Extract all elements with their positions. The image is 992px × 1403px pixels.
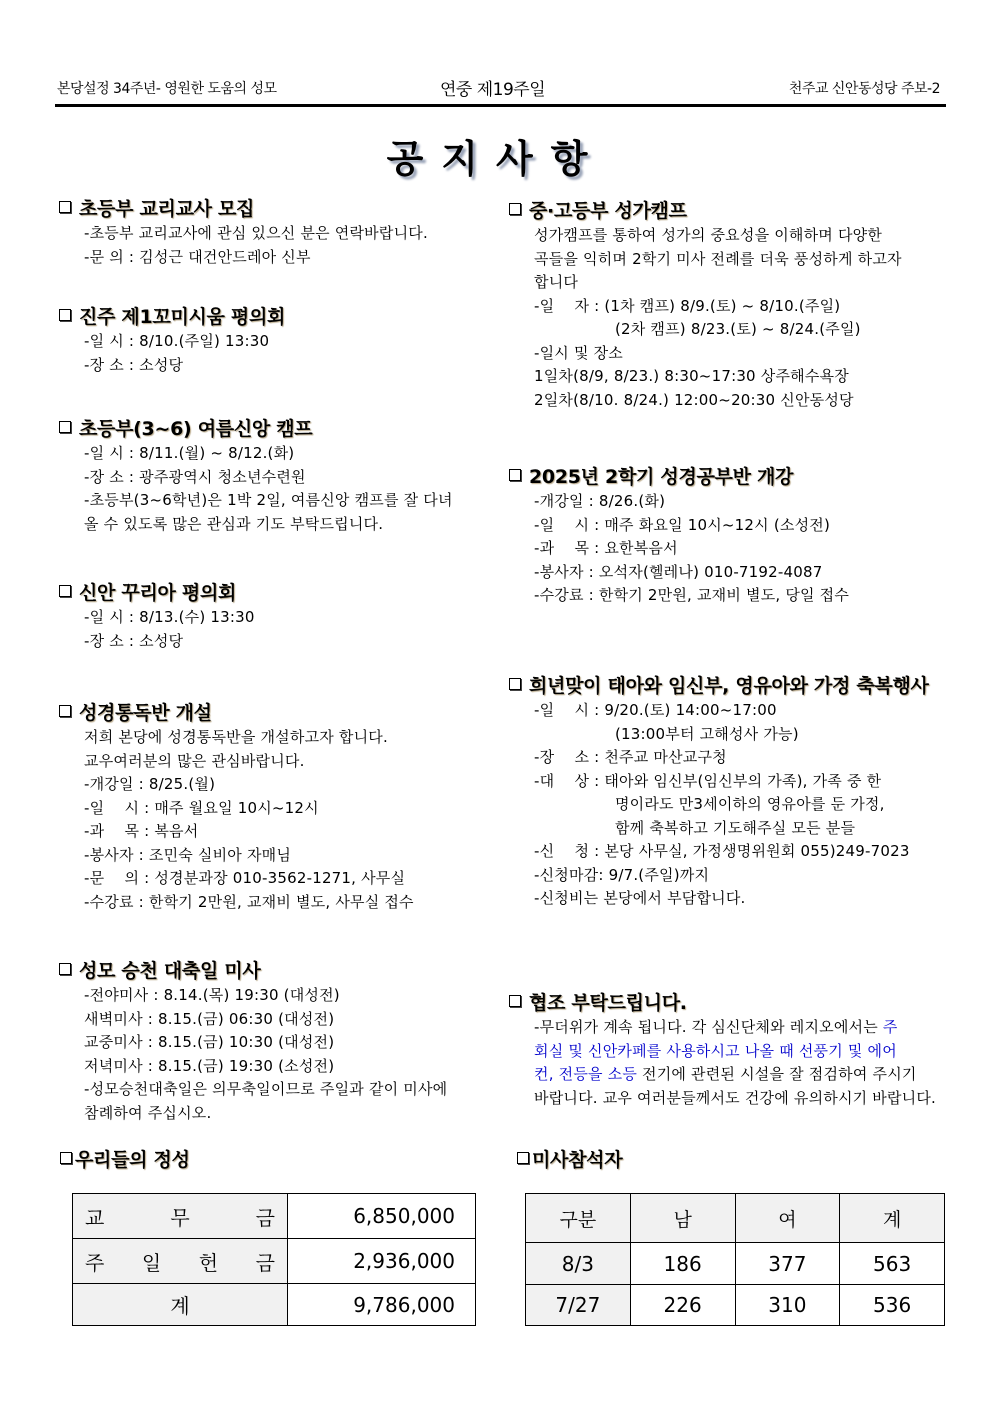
column-header: 계	[840, 1194, 945, 1243]
notice-section	[56, 304, 285, 377]
notice-line: 저녁미사 : 8.15.(금) 19:30 (소성전)	[84, 1056, 335, 1075]
notice-line: -초등부(3~6학년)은 1박 2일, 여름신앙 캠프를 잘 다녀	[84, 491, 453, 509]
text: 전기에 관련된 시설을 잘 점검하여 주시기	[637, 1065, 917, 1083]
attendance-table	[525, 1193, 945, 1326]
notice-line: -장 소 : 소성당	[84, 355, 184, 374]
notice-line: 곡들을 익히며 2학기 미사 전례를 더욱 풍성하게 하고자	[534, 249, 902, 268]
section-heading: 신안 꾸리아 평의회	[79, 582, 237, 604]
notice-line: 새벽미사 : 8.15.(금) 06:30 (대성전)	[84, 1009, 335, 1028]
notice-line: -성모승천대축일은 의무축일이므로 주일과 같이 미사에	[84, 1080, 448, 1098]
notice-line: -초등부 교리교사에 관심 있으신 분은 연락바랍니다.	[84, 224, 428, 242]
count-cell: 563	[840, 1243, 945, 1285]
notice-line: -일 시 : 매주 화요일 10시~12시 (소성전)	[534, 515, 831, 534]
notice-section	[506, 673, 929, 911]
notice-section	[506, 198, 902, 412]
section-heading: 협조 부탁드립니다.	[529, 992, 687, 1014]
offerings-table	[72, 1193, 476, 1326]
notice-line: -신청마감: 9/7.(주일)까지	[534, 865, 710, 884]
header-bulletin-name: 천주교 신안동성당 주보-2	[788, 81, 940, 97]
checkbox-bullet-icon	[509, 678, 521, 690]
section-heading: 성모 승천 대축일 미사	[79, 960, 261, 982]
notice-line: 교중미사 : 8.15.(금) 10:30 (대성전)	[84, 1033, 335, 1051]
offering-amount: 6,850,000	[288, 1194, 476, 1239]
count-cell: 310	[735, 1285, 840, 1326]
notice-section	[56, 700, 414, 914]
notice-line: 올 수 있도록 많은 관심과 기도 부탁드립니다.	[84, 514, 384, 533]
date-cell: 7/27	[526, 1285, 631, 1326]
checkbox-bullet-icon	[59, 201, 71, 213]
notice-line	[506, 1087, 936, 1111]
section-heading: 희년맞이 태아와 임신부, 영유아와 가정 축복행사	[529, 675, 929, 697]
table-header-row	[526, 1194, 945, 1243]
offerings-section	[60, 1147, 190, 1173]
notice-section	[506, 464, 849, 608]
notice-line: 저희 본당에 성경통독반을 개설하고자 합니다.	[84, 728, 388, 746]
notice-line: 함께 축복하고 기도해주실 모든 분들	[534, 818, 856, 837]
offering-amount: 9,786,000	[288, 1284, 476, 1326]
notice-line: -일 시 : 9/20.(토) 14:00~17:00	[534, 701, 777, 719]
checkbox-bullet-icon	[517, 1152, 529, 1164]
notice-line: -장 소 : 천주교 마산교구청	[534, 748, 727, 766]
section-heading-row	[56, 196, 428, 222]
notice-line	[506, 1040, 936, 1064]
section-heading-row	[56, 958, 447, 984]
header-liturgical-week: 연중 제19주일	[440, 80, 546, 100]
notice-line: -일 자 : (1차 캠프) 8/9.(토) ~ 8/10.(주일)	[534, 296, 841, 315]
table-row	[73, 1239, 476, 1284]
notice-line: 1일차(8/9, 8/23.) 8:30~17:30 상주해수욕장	[534, 367, 849, 385]
notice-line: -대 상 : 태아와 임신부(임신부의 가족), 가족 중 한	[534, 771, 882, 790]
notice-line	[506, 1063, 936, 1087]
notice-section	[56, 958, 447, 1125]
section-heading: 중·고등부 성가캠프	[529, 200, 687, 222]
table-row	[526, 1243, 945, 1285]
highlighted-text: 컨, 전등을 소등	[534, 1065, 638, 1083]
notice-line: 2일차(8/10. 8/24.) 12:00~20:30 신안동성당	[534, 390, 854, 409]
highlighted-text: 주	[882, 1018, 898, 1036]
section-heading: 초등부 교리교사 모집	[79, 198, 255, 220]
notice-line: -일 시 : 매주 월요일 10시~12시	[84, 798, 319, 817]
notice-line: -일 시 : 8/10.(주일) 13:30	[84, 332, 270, 350]
notice-section	[56, 416, 453, 536]
table-row	[73, 1194, 476, 1239]
checkbox-bullet-icon	[59, 963, 71, 975]
notice-line: -수강료 : 한학기 2만원, 교재비 별도, 당일 접수	[534, 586, 850, 604]
notice-section	[506, 990, 936, 1110]
column-header: 여	[735, 1194, 840, 1243]
notice-line: -일 시 : 8/13.(수) 13:30	[84, 608, 255, 626]
attendance-section	[517, 1147, 622, 1173]
section-heading: 미사참석자	[532, 1149, 623, 1171]
text: -무더위가 계속 됩니다. 각 심신단체와 레지오에서는	[534, 1018, 883, 1036]
page-title: 공지사항	[386, 137, 606, 181]
notice-line: -신 청 : 본당 사무실, 가정생명위원회 055)249-7023	[534, 842, 910, 860]
notice-line: -개강일 : 8/26.(화)	[534, 492, 666, 510]
highlighted-text: 회실 및 신안카페를 사용하시고 나올 때 선풍기 및 에어	[534, 1041, 897, 1060]
table-row	[526, 1285, 945, 1326]
notice-section	[56, 580, 255, 653]
checkbox-bullet-icon	[509, 469, 521, 481]
notice-line: -일 시 : 8/11.(월) ~ 8/12.(화)	[84, 444, 295, 462]
count-cell: 536	[840, 1285, 945, 1326]
header-anniversary: 본당설정 34주년- 영원한 도움의 성모	[57, 81, 277, 97]
section-heading: 성경통독반 개설	[79, 702, 212, 724]
notice-line: -장 소 : 광주광역시 청소년수련원	[84, 467, 306, 486]
checkbox-bullet-icon	[59, 705, 71, 717]
section-heading: 초등부(3~6) 여름신앙 캠프	[79, 418, 313, 440]
notice-line: (13:00부터 고해성사 가능)	[534, 724, 799, 743]
page-header	[55, 74, 946, 107]
section-heading-row	[506, 990, 936, 1016]
section-heading-row	[56, 416, 453, 442]
notice-line: (2차 캠프) 8/23.(토) ~ 8/24.(주일)	[534, 320, 861, 338]
checkbox-bullet-icon	[60, 1152, 72, 1164]
notice-line: -수강료 : 한학기 2만원, 교재비 별도, 사무실 접수	[84, 892, 414, 911]
checkbox-bullet-icon	[59, 585, 71, 597]
offering-label: 교 무 금	[73, 1194, 288, 1239]
table-row	[73, 1284, 476, 1326]
checkbox-bullet-icon	[59, 421, 71, 433]
notice-line: -문 의 : 성경분과장 010-3562-1271, 사무실	[84, 869, 406, 887]
notice-line: -문 의 : 김성근 대건안드레아 신부	[84, 247, 311, 266]
section-heading-row	[506, 464, 849, 490]
section-heading-row	[506, 673, 929, 699]
notice-line: 명이라도 만3세이하의 영유아를 둔 가정,	[534, 795, 885, 813]
notice-line: -전야미사 : 8.14.(목) 19:30 (대성전)	[84, 986, 340, 1004]
column-header: 남	[630, 1194, 735, 1243]
notice-line: 참례하여 주십시오.	[84, 1103, 212, 1122]
notice-line: -봉사자 : 오석자(헬레나) 010-7192-4087	[534, 562, 823, 581]
notice-line: -개강일 : 8/25.(월)	[84, 775, 216, 793]
section-heading: 우리들의 정성	[75, 1149, 190, 1171]
section-heading: 진주 제1꼬미시움 평의회	[79, 306, 286, 328]
date-cell: 8/3	[526, 1243, 631, 1285]
count-cell: 226	[630, 1285, 735, 1326]
notice-line: 합니다	[534, 273, 579, 291]
section-heading-row	[506, 198, 902, 224]
notice-section	[56, 196, 428, 269]
notice-line: 성가캠프를 통하여 성가의 중요성을 이해하며 다양한	[534, 226, 883, 244]
notice-line: -장 소 : 소성당	[84, 631, 184, 650]
notice-line: -과 목 : 복음서	[84, 822, 199, 840]
section-heading-row	[56, 304, 285, 330]
count-cell: 186	[630, 1243, 735, 1285]
column-header: 구분	[526, 1194, 631, 1243]
checkbox-bullet-icon	[59, 309, 71, 321]
text: 바랍니다. 교우 여러분들께서도 건강에 유의하시기 바랍니다.	[534, 1088, 937, 1107]
section-heading-row	[56, 700, 414, 726]
offering-label: 계	[73, 1284, 288, 1326]
checkbox-bullet-icon	[509, 995, 521, 1007]
section-heading: 2025년 2학기 성경공부반 개강	[529, 466, 794, 488]
section-heading-row	[56, 580, 255, 606]
checkbox-bullet-icon	[509, 203, 521, 215]
offering-label: 주 일 헌 금	[73, 1239, 288, 1284]
notice-line: -과 목 : 요한복음서	[534, 539, 678, 557]
notice-line: 교우여러분의 많은 관심바랍니다.	[84, 751, 305, 770]
notice-line: -일시 및 장소	[534, 343, 623, 362]
offering-amount: 2,936,000	[288, 1239, 476, 1284]
count-cell: 377	[735, 1243, 840, 1285]
notice-line: -봉사자 : 조민숙 실비아 자매님	[84, 845, 292, 864]
notice-line	[506, 1016, 936, 1040]
notice-line: -신청비는 본당에서 부담합니다.	[534, 889, 746, 907]
